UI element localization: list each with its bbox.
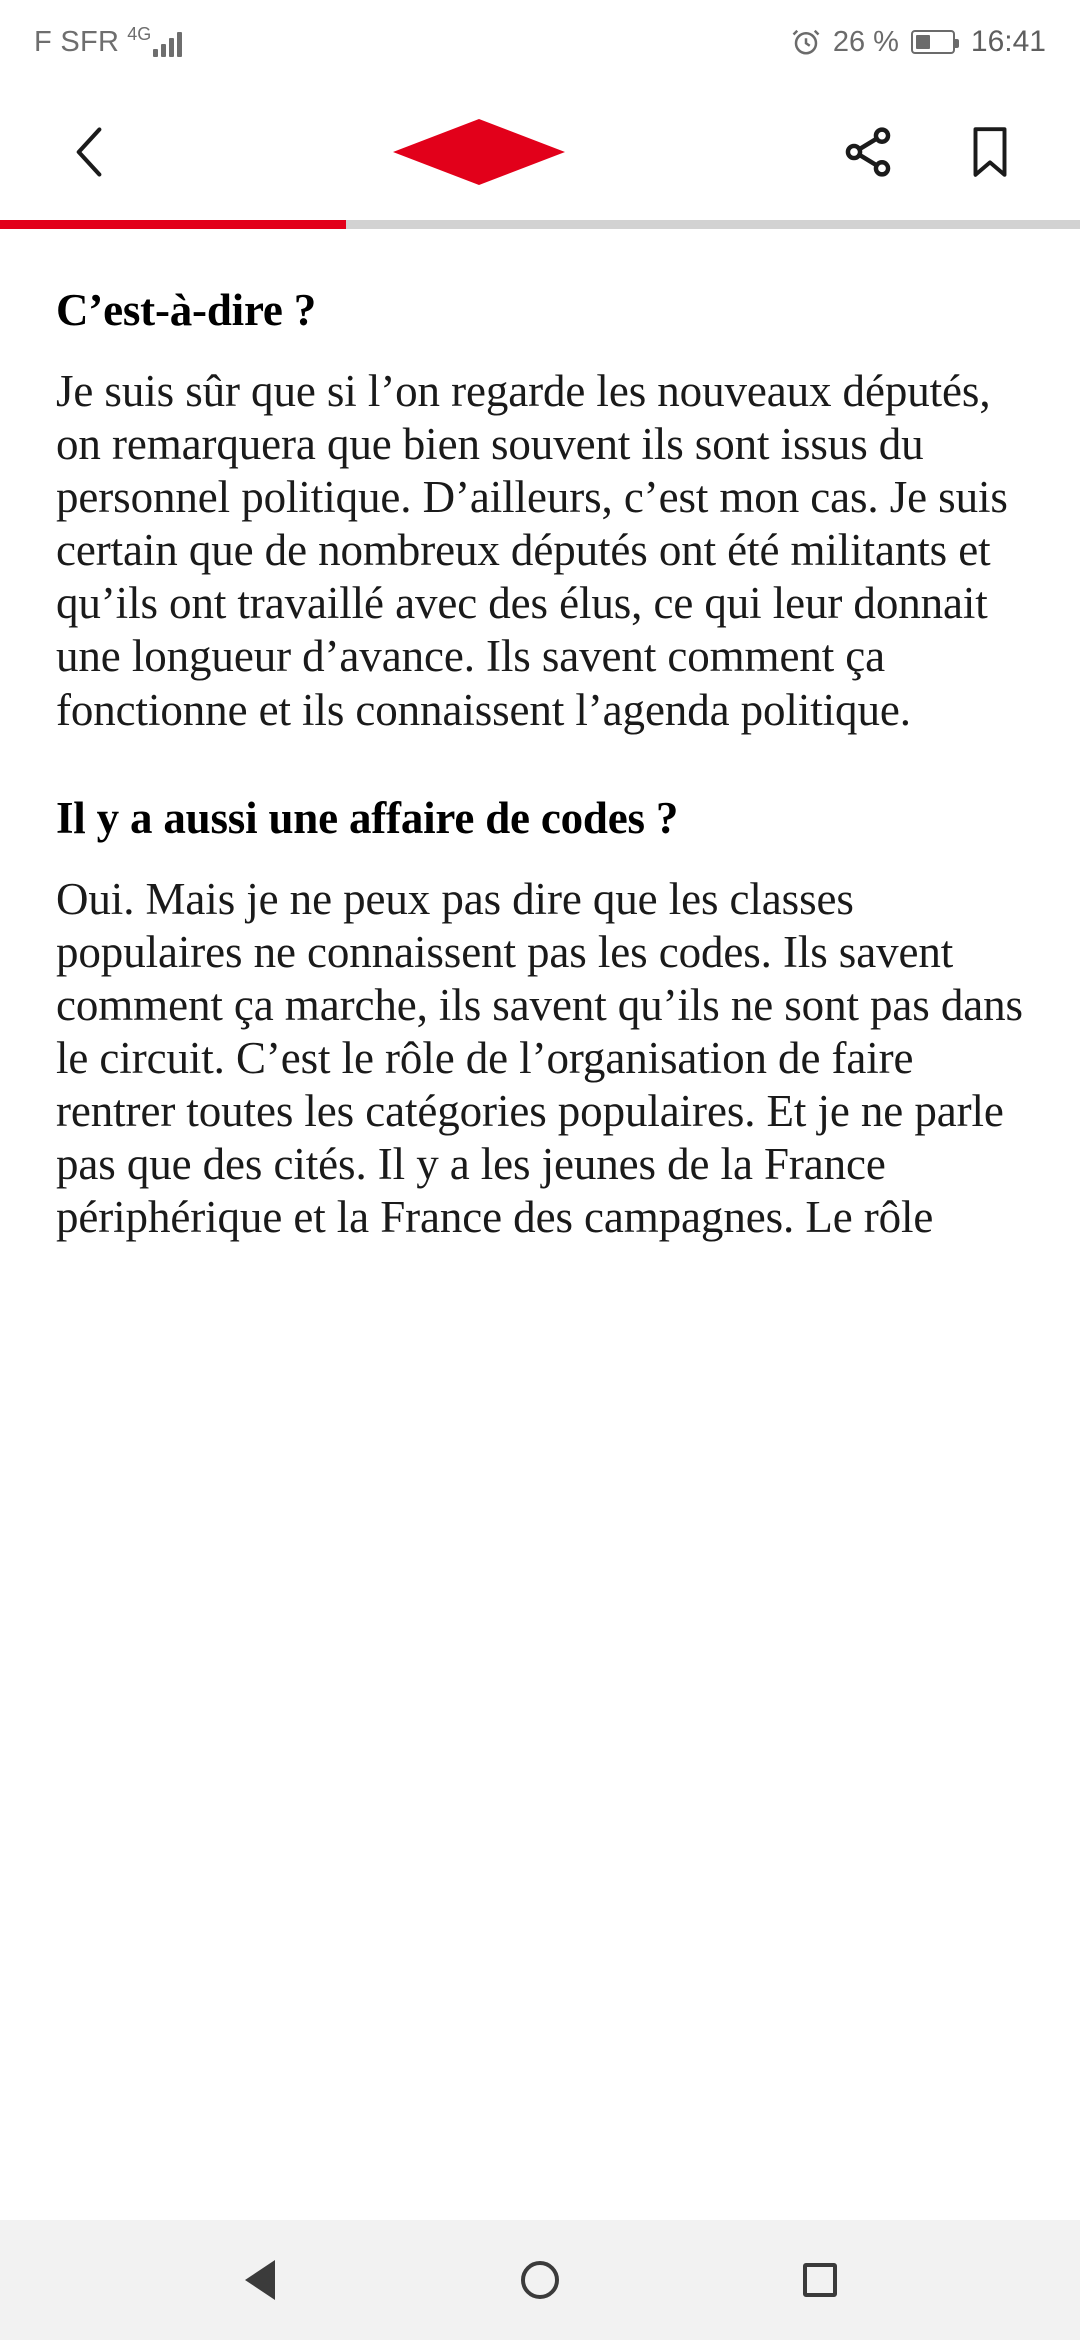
clock-label: 16:41 [970, 25, 1046, 58]
nav-recents-button[interactable] [775, 2235, 865, 2325]
signal-strength-icon [153, 31, 182, 57]
carrier-label: F SFR [34, 25, 120, 58]
network-type-label: 4G [127, 23, 152, 44]
share-icon[interactable] [826, 110, 910, 194]
reading-progress-bar [0, 220, 1080, 229]
nav-back-button[interactable] [215, 2235, 305, 2325]
article-question: C’est-à-dire ? [56, 285, 317, 335]
status-bar [0, 0, 1080, 84]
article-question: Il y a aussi une affaire de codes ? [56, 792, 679, 843]
app-bar [0, 84, 1080, 220]
status-bar-right [791, 25, 1046, 59]
back-chevron-icon[interactable] [48, 110, 132, 194]
article-paragraph: Je suis sûr que si l’on regarde les nouveaux députés, on remarquera que bien souvent ils sont issus du personnel politique. D’ailleurs, c’est mon cas. Je suis certain que de nombreux députés ont été militants et qu’ils ont travaillé avec des élus, ce qui leur donnait une longueur d’avance. Ils savent comment ça fonctionne et ils connaissent l’agenda politique. [56, 366, 1008, 735]
status-bar-left [34, 23, 182, 58]
alarm-icon [791, 27, 821, 57]
bookmark-icon[interactable] [948, 110, 1032, 194]
android-navigation-bar [0, 2220, 1080, 2340]
app-bar-actions [826, 110, 1032, 194]
article-body[interactable] [0, 229, 1080, 2220]
article-paragraph: Oui. Mais je ne peux pas dire que les classes populaires ne connaissent pas les codes. Ils savent comment ça marche, ils savent qu’ils ne sont pas dans le circuit. C’est le rôle de l’organisation de faire rentrer toutes les catégories populaires. Et je ne parle pas que des cités. Il y a les jeunes de la France périphérique et la France des campagnes. Le rôle [56, 873, 1023, 1243]
nav-home-button[interactable] [495, 2235, 585, 2325]
battery-percent-label: 26 % [832, 25, 899, 58]
lequipe-diamond-logo[interactable] [389, 115, 569, 189]
battery-icon [911, 30, 955, 54]
reading-progress-fill [0, 220, 346, 229]
network-indicator [127, 23, 182, 57]
